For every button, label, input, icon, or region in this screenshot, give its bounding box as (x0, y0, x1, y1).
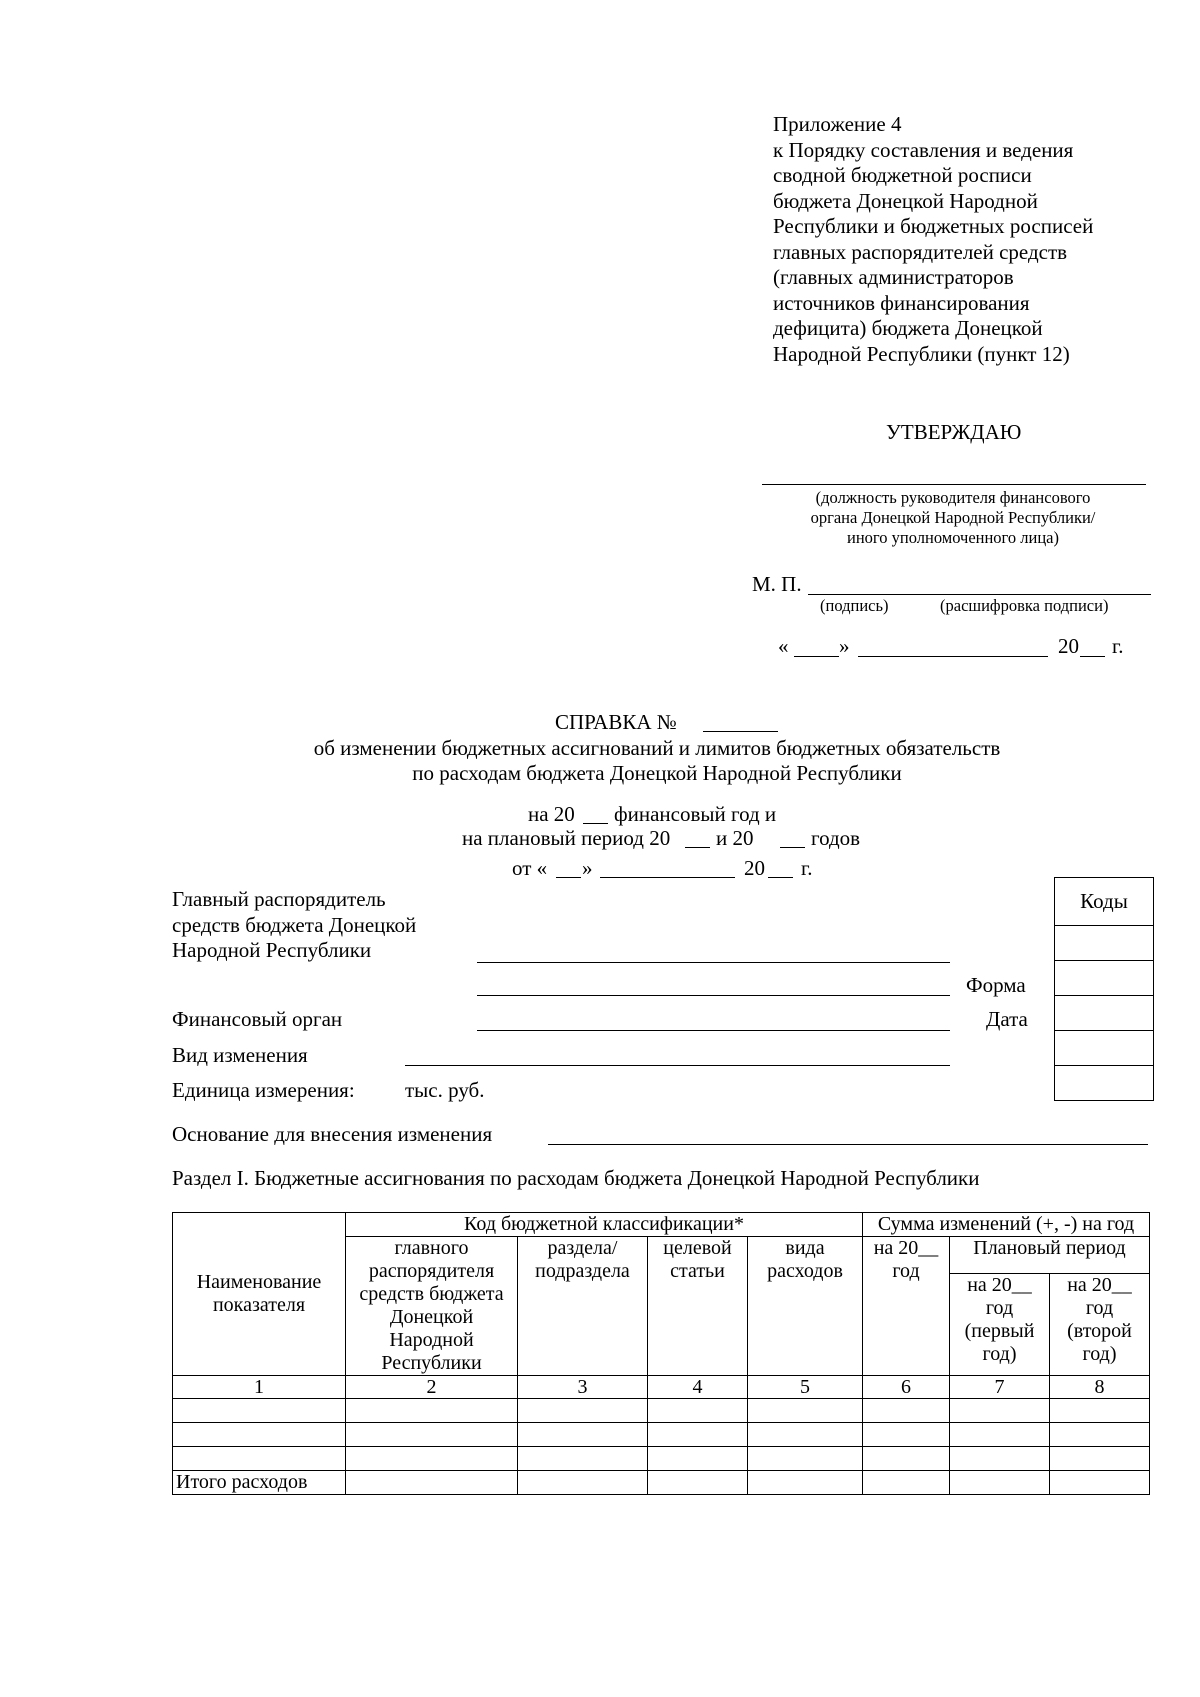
change-type-label: Вид изменения (172, 1043, 308, 1067)
table-cell[interactable] (173, 1423, 346, 1447)
column-number: 5 (748, 1376, 863, 1399)
main-manager-line-2[interactable] (477, 995, 950, 996)
table-cell[interactable] (950, 1423, 1050, 1447)
column-number: 4 (648, 1376, 748, 1399)
table-cell[interactable] (518, 1399, 648, 1423)
approval-heading: УТВЕРЖДАЮ (886, 420, 1022, 444)
table-cell[interactable] (173, 1447, 346, 1471)
table-cell[interactable] (648, 1423, 748, 1447)
codes-table (1054, 877, 1154, 1101)
financial-body-label: Финансовый орган (172, 1007, 343, 1031)
position-caption: (должность руководителя финансового органа Донецкой Народной Республики/ иного уполномоченного лица) (810, 488, 1096, 547)
col-year-header: на 20__ год (863, 1237, 950, 1376)
appendix-block (773, 112, 1093, 367)
table-cell[interactable] (648, 1399, 748, 1423)
table-cell[interactable] (748, 1447, 863, 1471)
col-manager-header: главного распорядителя средств бюджета Донецкой Народной Республики (346, 1237, 518, 1376)
table-cell[interactable] (1050, 1423, 1150, 1447)
basis-line[interactable] (548, 1144, 1148, 1145)
certificate-number-line[interactable] (703, 731, 778, 732)
plan-period-suffix: годов (811, 826, 861, 850)
appendix-line: дефицита) бюджета Донецкой (773, 316, 1043, 340)
approval-year-line[interactable] (1080, 656, 1105, 657)
stamp-label: М. П. (752, 572, 802, 596)
approval-day-line[interactable] (794, 656, 839, 657)
table-cell[interactable] (648, 1447, 748, 1471)
appendix-line: к Порядку составления и ведения (773, 137, 1074, 162)
main-manager-line[interactable] (477, 962, 950, 963)
col-plan1-header: на 20__ год (первый год) (950, 1274, 1050, 1376)
column-number: 1 (173, 1376, 346, 1399)
appendix-line: источников финансирования (773, 290, 1030, 315)
date-label: Дата (986, 1007, 1028, 1031)
table-cell[interactable] (748, 1399, 863, 1423)
total-cell[interactable] (748, 1471, 863, 1495)
period-year-prefix: на 20 (528, 802, 575, 826)
total-cell[interactable] (863, 1471, 950, 1495)
plan-year2-line[interactable] (780, 847, 805, 848)
total-cell[interactable] (346, 1471, 518, 1495)
table-cell[interactable] (173, 1399, 346, 1423)
total-label: Итого расходов (173, 1471, 346, 1495)
table-row (173, 1399, 1150, 1423)
table-cell[interactable] (518, 1447, 648, 1471)
approval-year-suffix: г. (1112, 634, 1124, 658)
signature-line[interactable] (808, 594, 1151, 595)
column-number: 2 (346, 1376, 518, 1399)
basis-label: Основание для внесения изменения (172, 1122, 493, 1146)
position-line[interactable] (762, 484, 1146, 485)
appendix-line: сводной бюджетной росписи (773, 163, 1032, 187)
sum-group-header: Сумма изменений (+, -) на год (863, 1213, 1150, 1237)
codes-cell-date[interactable] (1055, 996, 1154, 1031)
codes-cell[interactable] (1055, 1066, 1154, 1101)
date-close: » (582, 856, 593, 880)
date-year-prefix: 20 (744, 856, 765, 880)
codes-cell-form[interactable] (1055, 961, 1154, 996)
total-cell[interactable] (950, 1471, 1050, 1495)
codes-header: Коды (1055, 878, 1154, 926)
plan-year1-line[interactable] (685, 847, 710, 848)
table-row (173, 1447, 1150, 1471)
approval-month-line[interactable] (858, 656, 1048, 657)
column-number: 8 (1050, 1376, 1150, 1399)
table-cell[interactable] (346, 1447, 518, 1471)
col-plan2-header: на 20__ год (второй год) (1050, 1274, 1150, 1376)
column-number: 3 (518, 1376, 648, 1399)
certificate-heading: СПРАВКА № (555, 710, 677, 734)
codes-cell[interactable] (1055, 926, 1154, 961)
total-cell[interactable] (648, 1471, 748, 1495)
code-group-header: Код бюджетной классификации* (346, 1213, 863, 1237)
plan-period-text: на плановый период 20 (462, 826, 671, 850)
table-row (173, 1423, 1150, 1447)
appendix-line: бюджета Донецкой Народной (773, 188, 1038, 213)
approval-date-close: » (839, 634, 850, 658)
col-expense-header: вида расходов (748, 1237, 863, 1376)
unit-value: тыс. руб. (405, 1078, 485, 1102)
appendix-line: Приложение 4 (773, 112, 902, 136)
appendix-line: главных распорядителей средств (773, 239, 1068, 264)
table-cell[interactable] (1050, 1447, 1150, 1471)
col-section-header: раздела/ подраздела (518, 1237, 648, 1376)
unit-label: Единица измерения: (172, 1078, 355, 1102)
plan-group-header: Плановый период (950, 1237, 1150, 1274)
main-manager-label: Главный распорядитель средств бюджета Донецкой Народной Республики (172, 887, 417, 962)
table-cell[interactable] (1050, 1399, 1150, 1423)
plan-period-and: и 20 (716, 826, 754, 850)
col-name-header: Наименование показателя (173, 1213, 346, 1376)
table-cell[interactable] (863, 1423, 950, 1447)
decryption-caption: (расшифровка подписи) (940, 596, 1109, 615)
table-cell[interactable] (863, 1447, 950, 1471)
period-year-text: финансовый год и (614, 802, 777, 826)
date-year-line[interactable] (768, 877, 793, 878)
form-label: Форма (966, 973, 1026, 997)
expenses-table (172, 1212, 1150, 1495)
appendix-line: Народной Республики (пункт 12) (773, 341, 1070, 366)
codes-cell[interactable] (1055, 1031, 1154, 1066)
column-number: 6 (863, 1376, 950, 1399)
change-type-line[interactable] (405, 1065, 950, 1066)
signature-caption: (подпись) (820, 596, 889, 615)
table-cell[interactable] (748, 1423, 863, 1447)
approval-date-open: « (778, 634, 789, 658)
financial-body-line[interactable] (477, 1030, 950, 1031)
total-row (173, 1471, 1150, 1495)
table-cell[interactable] (346, 1399, 518, 1423)
table-cell[interactable] (346, 1423, 518, 1447)
approval-year-prefix: 20 (1058, 634, 1079, 658)
column-number: 7 (950, 1376, 1050, 1399)
appendix-line: (главных администраторов (773, 265, 1014, 289)
title-line-2: по расходам бюджета Донецкой Народной Республики (412, 761, 902, 785)
table-cell[interactable] (950, 1447, 1050, 1471)
appendix-line: Республики и бюджетных росписей (773, 214, 1094, 238)
date-from-label: от « (512, 856, 548, 880)
title-line-1: об изменении бюджетных ассигнований и лимитов бюджетных обязательств (313, 736, 1001, 760)
total-cell[interactable] (1050, 1471, 1150, 1495)
date-year-suffix: г. (801, 856, 813, 880)
total-cell[interactable] (518, 1471, 648, 1495)
period-year-line[interactable] (583, 823, 608, 824)
table-cell[interactable] (950, 1399, 1050, 1423)
table-cell[interactable] (863, 1399, 950, 1423)
date-month-line[interactable] (600, 877, 735, 878)
section-title: Раздел I. Бюджетные ассигнования по расходам бюджета Донецкой Народной Республики (172, 1166, 980, 1190)
col-target-header: целевой статьи (648, 1237, 748, 1376)
date-day-line[interactable] (556, 877, 581, 878)
table-cell[interactable] (518, 1423, 648, 1447)
